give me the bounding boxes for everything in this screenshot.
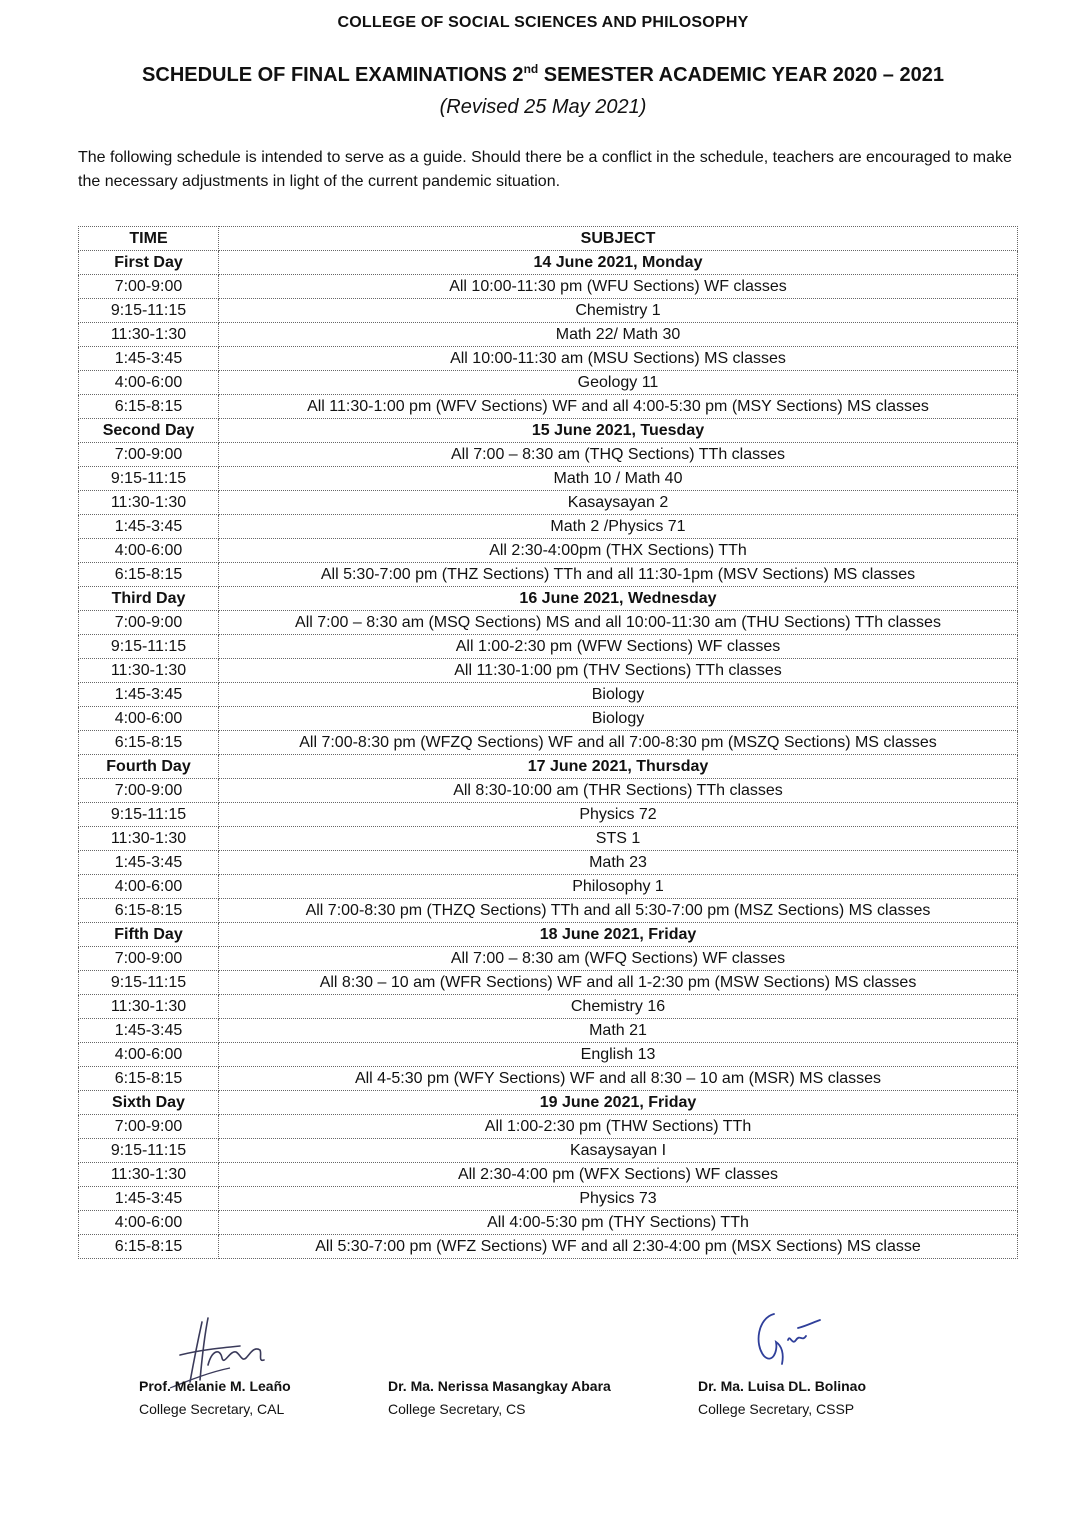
revision-note: (Revised 25 May 2021) (439, 96, 647, 118)
day-row (79, 587, 1018, 611)
title-suffix: SEMESTER ACADEMIC YEAR 2020 – 2021 (538, 64, 944, 86)
signatory-1 (139, 1375, 291, 1421)
time-cell: 1:45-3:45 (79, 851, 219, 875)
subject-cell: Math 22/ Math 30 (219, 323, 1018, 347)
time-cell: 11:30-1:30 (79, 323, 219, 347)
signatory-role: College Secretary, CSSP (698, 1401, 855, 1417)
signatory-name: Dr. Ma. Luisa DL. Bolinao (698, 1378, 867, 1394)
day-date: 14 June 2021, Monday (219, 251, 1018, 275)
time-cell: 7:00-9:00 (79, 779, 219, 803)
schedule-table (78, 226, 1018, 1259)
table-row (79, 371, 1018, 395)
intro-paragraph: The following schedule is intended to serve as a guide. Should there be a conflict in the schedule, teachers are encouraged to make the necessary adjustments in light of the current pandemic situation. (78, 149, 1012, 190)
time-cell: 4:00-6:00 (79, 875, 219, 899)
subject-cell: Kasaysayan 2 (219, 491, 1018, 515)
subject-cell: All 1:00-2:30 pm (WFW Sections) WF classes (219, 635, 1018, 659)
subject-cell: All 7:00-8:30 pm (THZQ Sections) TTh and all 5:30-7:00 pm (MSZ Sections) MS classes (219, 899, 1018, 923)
time-cell: 4:00-6:00 (79, 1043, 219, 1067)
signatory-role: College Secretary, CAL (139, 1401, 285, 1417)
subject-cell: All 1:00-2:30 pm (THW Sections) TTh (219, 1115, 1018, 1139)
table-row (79, 1235, 1018, 1259)
table-row (79, 1139, 1018, 1163)
subject-cell: STS 1 (219, 827, 1018, 851)
subject-cell: English 13 (219, 1043, 1018, 1067)
table-row (79, 611, 1018, 635)
time-cell: 1:45-3:45 (79, 683, 219, 707)
day-date: 18 June 2021, Friday (219, 923, 1018, 947)
subject-cell: All 11:30-1:00 pm (WFV Sections) WF and all 4:00-5:30 pm (MSY Sections) MS classes (219, 395, 1018, 419)
table-row (79, 539, 1018, 563)
day-row (79, 1091, 1018, 1115)
time-cell: 9:15-11:15 (79, 1139, 219, 1163)
subject-cell: Math 10 / Math 40 (219, 467, 1018, 491)
day-label: Fourth Day (79, 755, 219, 779)
table-row (79, 323, 1018, 347)
table-row (79, 275, 1018, 299)
day-label: Fifth Day (79, 923, 219, 947)
table-row (79, 467, 1018, 491)
time-cell: 4:00-6:00 (79, 539, 219, 563)
subject-cell: All 7:00-8:30 pm (WFZQ Sections) WF and all 7:00-8:30 pm (MSZQ Sections) MS classes (219, 731, 1018, 755)
table-row (79, 875, 1018, 899)
time-cell: 1:45-3:45 (79, 515, 219, 539)
table-row (79, 1043, 1018, 1067)
time-cell: 7:00-9:00 (79, 275, 219, 299)
title-superscript: nd (523, 62, 539, 76)
subject-cell: All 7:00 – 8:30 am (THQ Sections) TTh classes (219, 443, 1018, 467)
signatory-role: College Secretary, CS (388, 1401, 526, 1417)
time-cell: 11:30-1:30 (79, 827, 219, 851)
time-cell: 11:30-1:30 (79, 659, 219, 683)
subject-cell: All 5:30-7:00 pm (WFZ Sections) WF and all 2:30-4:00 pm (MSX Sections) MS classe (219, 1235, 1018, 1259)
subject-cell: All 5:30-7:00 pm (THZ Sections) TTh and all 11:30-1pm (MSV Sections) MS classes (219, 563, 1018, 587)
table-row (79, 827, 1018, 851)
time-cell: 9:15-11:15 (79, 299, 219, 323)
table-row (79, 1115, 1018, 1139)
day-date: 17 June 2021, Thursday (219, 755, 1018, 779)
document-title (0, 64, 1086, 87)
table-row (79, 347, 1018, 371)
table-row (79, 851, 1018, 875)
signature-bolinao (748, 1304, 828, 1374)
subject-cell: Chemistry 1 (219, 299, 1018, 323)
time-cell: 9:15-11:15 (79, 803, 219, 827)
table-row (79, 731, 1018, 755)
table-row (79, 899, 1018, 923)
college-heading: COLLEGE OF SOCIAL SCIENCES AND PHILOSOPHY (337, 14, 749, 31)
signatory-2 (388, 1375, 611, 1421)
table-row (79, 707, 1018, 731)
time-cell: 9:15-11:15 (79, 971, 219, 995)
table-row (79, 563, 1018, 587)
subject-column-header: SUBJECT (219, 227, 1018, 251)
subject-cell: Biology (219, 707, 1018, 731)
day-label: Second Day (79, 419, 219, 443)
time-cell: 6:15-8:15 (79, 1235, 219, 1259)
subject-cell: All 4-5:30 pm (WFY Sections) WF and all 8:30 – 10 am (MSR) MS classes (219, 1067, 1018, 1091)
subject-cell: Physics 72 (219, 803, 1018, 827)
time-cell: 4:00-6:00 (79, 707, 219, 731)
time-cell: 11:30-1:30 (79, 995, 219, 1019)
table-row (79, 779, 1018, 803)
subject-cell: Geology 11 (219, 371, 1018, 395)
table-row (79, 1163, 1018, 1187)
subject-cell: All 8:30-10:00 am (THR Sections) TTh classes (219, 779, 1018, 803)
subject-cell: All 2:30-4:00pm (THX Sections) TTh (219, 539, 1018, 563)
title-prefix: SCHEDULE OF FINAL EXAMINATIONS 2 (142, 64, 524, 86)
day-label: First Day (79, 251, 219, 275)
table-row (79, 971, 1018, 995)
table-row (79, 1019, 1018, 1043)
table-row (79, 1211, 1018, 1235)
day-row (79, 251, 1018, 275)
table-row (79, 635, 1018, 659)
time-cell: 7:00-9:00 (79, 947, 219, 971)
subject-cell: Math 23 (219, 851, 1018, 875)
time-cell: 7:00-9:00 (79, 611, 219, 635)
time-column-header: TIME (79, 227, 219, 251)
table-row (79, 659, 1018, 683)
table-row (79, 1187, 1018, 1211)
time-cell: 11:30-1:30 (79, 491, 219, 515)
time-cell: 6:15-8:15 (79, 1067, 219, 1091)
table-row (79, 443, 1018, 467)
time-cell: 1:45-3:45 (79, 1019, 219, 1043)
subject-cell: Physics 73 (219, 1187, 1018, 1211)
schedule-table-body (79, 227, 1018, 1259)
table-header-row (79, 227, 1018, 251)
table-row (79, 995, 1018, 1019)
subject-cell: All 10:00-11:30 pm (WFU Sections) WF classes (219, 275, 1018, 299)
table-row (79, 395, 1018, 419)
table-row (79, 947, 1018, 971)
time-cell: 1:45-3:45 (79, 1187, 219, 1211)
time-cell: 9:15-11:15 (79, 467, 219, 491)
subject-cell: All 7:00 – 8:30 am (WFQ Sections) WF classes (219, 947, 1018, 971)
time-cell: 1:45-3:45 (79, 347, 219, 371)
table-row (79, 1067, 1018, 1091)
signatory-name: Dr. Ma. Nerissa Masangkay Abara (388, 1378, 611, 1394)
table-row (79, 803, 1018, 827)
day-label: Third Day (79, 587, 219, 611)
day-date: 16 June 2021, Wednesday (219, 587, 1018, 611)
subject-cell: Philosophy 1 (219, 875, 1018, 899)
day-row (79, 755, 1018, 779)
day-row (79, 923, 1018, 947)
time-cell: 6:15-8:15 (79, 899, 219, 923)
time-cell: 11:30-1:30 (79, 1163, 219, 1187)
subject-cell: All 7:00 – 8:30 am (MSQ Sections) MS and all 10:00-11:30 am (THU Sections) TTh classes (219, 611, 1018, 635)
day-label: Sixth Day (79, 1091, 219, 1115)
table-row (79, 491, 1018, 515)
subject-cell: Math 21 (219, 1019, 1018, 1043)
time-cell: 6:15-8:15 (79, 731, 219, 755)
day-row (79, 419, 1018, 443)
time-cell: 4:00-6:00 (79, 1211, 219, 1235)
signatory-3 (698, 1375, 866, 1421)
table-row (79, 299, 1018, 323)
time-cell: 4:00-6:00 (79, 371, 219, 395)
time-cell: 6:15-8:15 (79, 395, 219, 419)
subject-cell: Chemistry 16 (219, 995, 1018, 1019)
table-row (79, 683, 1018, 707)
subject-cell: All 4:00-5:30 pm (THY Sections) TTh (219, 1211, 1018, 1235)
day-date: 15 June 2021, Tuesday (219, 419, 1018, 443)
subject-cell: Kasaysayan I (219, 1139, 1018, 1163)
day-date: 19 June 2021, Friday (219, 1091, 1018, 1115)
subject-cell: Math 2 /Physics 71 (219, 515, 1018, 539)
signatory-name: Prof. Melanie M. Leaño (139, 1378, 291, 1394)
time-cell: 9:15-11:15 (79, 635, 219, 659)
time-cell: 6:15-8:15 (79, 563, 219, 587)
time-cell: 7:00-9:00 (79, 443, 219, 467)
subject-cell: All 2:30-4:00 pm (WFX Sections) WF classes (219, 1163, 1018, 1187)
table-row (79, 515, 1018, 539)
subject-cell: All 8:30 – 10 am (WFR Sections) WF and all 1-2:30 pm (MSW Sections) MS classes (219, 971, 1018, 995)
subject-cell: All 11:30-1:00 pm (THV Sections) TTh classes (219, 659, 1018, 683)
subject-cell: Biology (219, 683, 1018, 707)
subject-cell: All 10:00-11:30 am (MSU Sections) MS classes (219, 347, 1018, 371)
time-cell: 7:00-9:00 (79, 1115, 219, 1139)
